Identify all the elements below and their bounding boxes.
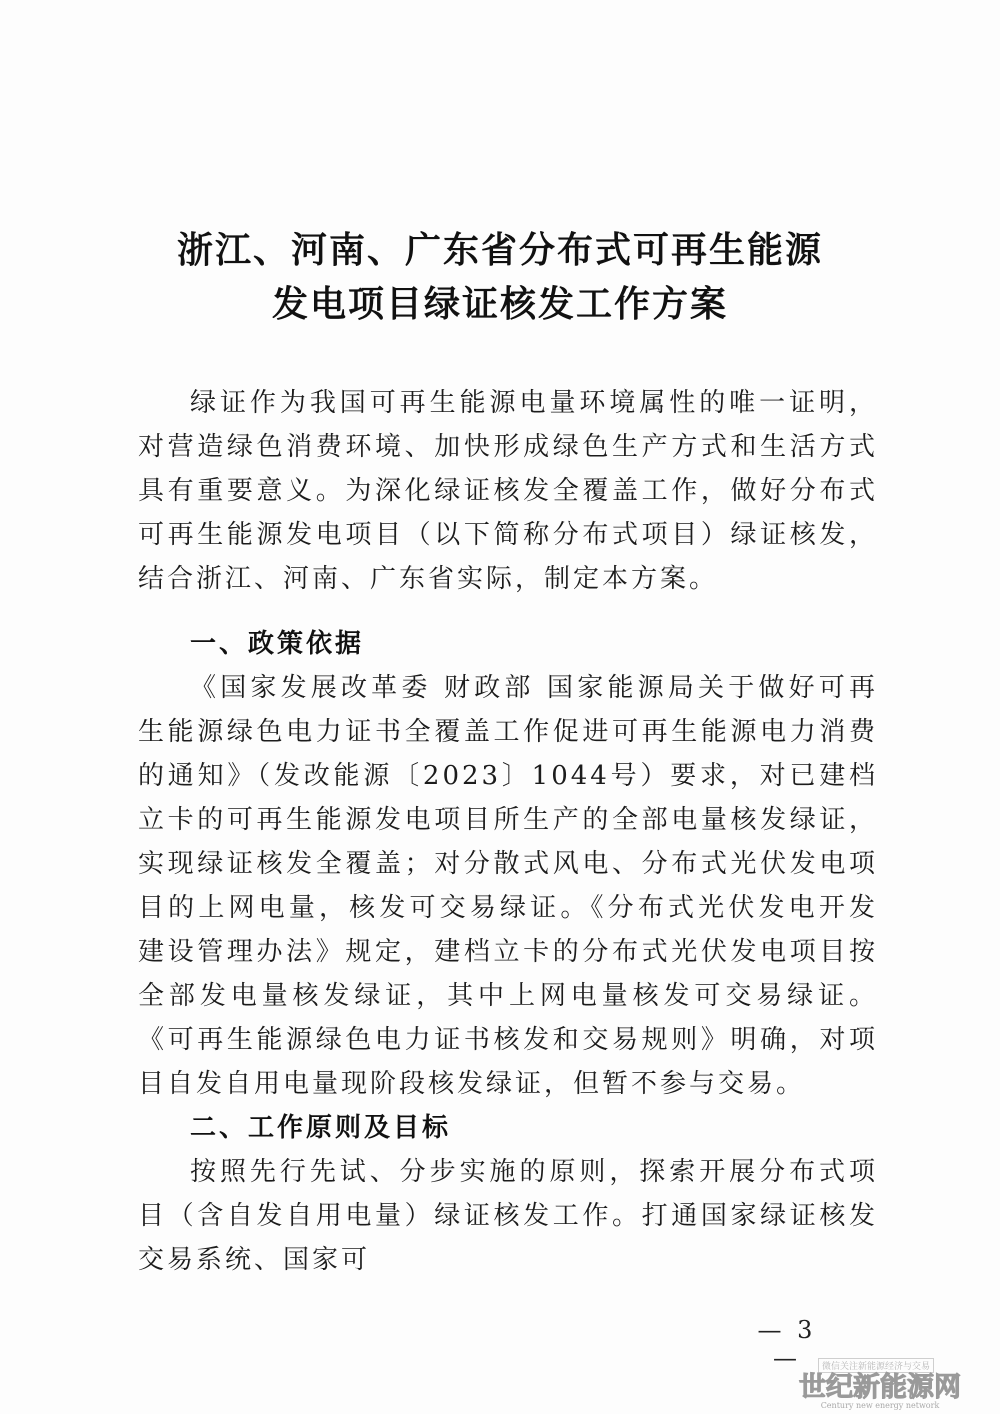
watermark-logo xyxy=(770,1370,990,1410)
section1-paragraph: 《国家发展改革委 财政部 国家能源局关于做好可再生能源绿色电力证书全覆盖工作促进可再生能源电力消费的通知》（发改能源〔2023〕1044号）要求，对已建档立卡的可再生能源发电项目所生产的全部电量核发绿证，实现绿证核发全覆盖；对分散式风电、分布式光伏发电项目的上网电量，核发可交易绿证。《分布式光伏发电开发建设管理办法》规定，建档立卡的分布式光伏发电项目按全部发电量核发绿证，其中上网电量核发可交易绿证。《可再生能源绿色电力证书核发和交易规则》明确，对项目自发自用电量现阶段核发绿证，但暂不参与交易。 xyxy=(138,673,878,1099)
section2 xyxy=(138,1106,878,1150)
section2-paragraph: 按照先行先试、分步实施的原则，探索开展分布式项目（含自发自用电量）绿证核发工作。打通国家绿证核发交易系统、国家可 xyxy=(138,1157,878,1275)
watermark-caption: 微信关注新能源经济与交易 xyxy=(818,1358,934,1373)
section1-heading: 一、政策依据 xyxy=(190,629,365,659)
svg-text:Century new energy network: Century new energy network xyxy=(820,1401,940,1410)
section2-content xyxy=(138,1150,878,1282)
page-number: — 3 — xyxy=(757,1316,817,1372)
svg-text:世纪新能源网: 世纪新能源网 xyxy=(799,1372,961,1403)
section2-heading: 二、工作原则及目标 xyxy=(190,1113,452,1143)
section1-content xyxy=(138,666,878,1106)
intro-section xyxy=(138,381,878,601)
document-title-line1: 浙江、河南、广东省分布式可再生能源 xyxy=(176,229,823,271)
section1 xyxy=(138,622,878,666)
document-title-line2: 发电项目绿证核发工作方案 xyxy=(271,283,728,325)
intro-paragraph: 绿证作为我国可再生能源电量环境属性的唯一证明，对营造绿色消费环境、加快形成绿色生产方式和生活方式具有重要意义。为深化绿证核发全覆盖工作，做好分布式可再生能源发电项目（以下简称分布式项目）绿证核发，结合浙江、河南、广东省实际，制定本方案。 xyxy=(138,388,878,594)
